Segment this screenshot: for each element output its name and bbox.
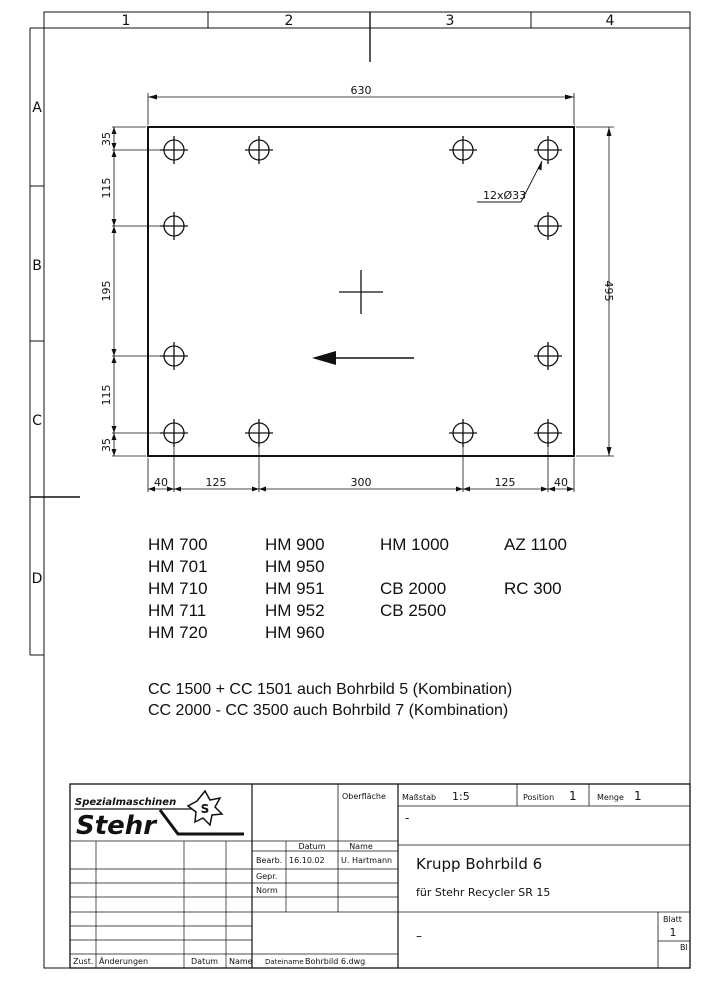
column-label: 4 (605, 13, 615, 29)
company-tagline: Spezialmaschinen (75, 797, 177, 808)
stehr-logo (74, 791, 244, 841)
hole (245, 136, 273, 164)
model-item: RC 300 (504, 579, 562, 598)
aenderungen-label: Änderungen (99, 957, 149, 966)
bearb-name: U. Hartmann (341, 856, 393, 865)
position-label: Position (523, 793, 555, 802)
hole (534, 136, 562, 164)
row-label: D (31, 571, 43, 587)
combination-note: CC 2000 - CC 3500 auch Bohrbild 7 (Kombination) (148, 702, 509, 719)
model-item: HM 900 (265, 535, 325, 554)
bottom-dimension-text: 125 (205, 476, 227, 489)
dateiname-label: Dateiname (265, 958, 304, 966)
oberflaeche-label: Oberfläche (342, 792, 386, 801)
row-labels (32, 100, 43, 587)
bottom-dimension-text: 40 (154, 476, 168, 489)
bl-label: Bl (680, 943, 688, 952)
model-item: HM 950 (265, 557, 325, 576)
column-label: 1 (121, 13, 131, 29)
drawing-subtitle: für Stehr Recycler SR 15 (416, 886, 551, 899)
model-item: HM 951 (265, 579, 325, 598)
drawing-title: Krupp Bohrbild 6 (416, 855, 543, 873)
model-item: HM 720 (148, 623, 208, 642)
hole (449, 136, 477, 164)
name-header: Name (349, 842, 373, 851)
column-label: 2 (284, 13, 294, 29)
model-list-hm1000 (380, 534, 449, 622)
hole-note: 12xØ33 (483, 189, 527, 202)
bottom-dash: – (416, 929, 422, 943)
hole (160, 419, 188, 447)
hole (534, 342, 562, 370)
model-item: HM 960 (265, 623, 325, 642)
model-item: HM 952 (265, 601, 325, 620)
model-list-hm700 (148, 534, 208, 644)
hole (245, 419, 273, 447)
norm-label: Norm (256, 886, 278, 895)
bottom-dimension-text: 125 (494, 476, 516, 489)
bearb-date: 16.10.02 (289, 856, 325, 865)
row-label: C (32, 413, 42, 429)
model-item: HM 711 (148, 601, 207, 620)
row-label: B (32, 258, 42, 274)
height-dimension-text: 495 (602, 280, 615, 302)
left-dimension-text: 195 (100, 280, 113, 302)
row-label: A (32, 100, 42, 116)
model-item: CB 2000 (380, 579, 447, 598)
blatt-value: 1 (669, 926, 677, 939)
left-dimension-text: 115 (100, 384, 113, 406)
hole (534, 212, 562, 240)
hole (160, 342, 188, 370)
menge-label: Menge (597, 793, 624, 802)
combination-note: CC 1500 + CC 1501 auch Bohrbild 5 (Kombination) (148, 681, 513, 698)
blatt-label: Blatt (663, 915, 682, 924)
model-item: HM 710 (148, 579, 208, 598)
massstab-label: Maßstab (402, 793, 437, 802)
hole (534, 419, 562, 447)
left-dimension-text: 115 (100, 177, 113, 199)
dateiname-value: Bohrbild 6.dwg (305, 957, 366, 966)
model-item: HM 701 (148, 557, 208, 576)
menge-value: 1 (634, 789, 642, 803)
model-item: HM 1000 (380, 535, 449, 554)
hole (449, 419, 477, 447)
gepr-label: Gepr. (256, 872, 278, 881)
model-item: CB 2500 (380, 601, 447, 620)
arrow-head (312, 351, 336, 365)
position-value: 1 (569, 789, 577, 803)
bottom-dimension-text: 40 (554, 476, 568, 489)
bearb-label: Bearb. (256, 856, 283, 865)
left-dimension-text: 35 (100, 438, 113, 452)
logo-letter: S (200, 802, 210, 816)
column-label: 3 (445, 13, 455, 29)
datum-header: Datum (298, 842, 326, 851)
model-list-hm900 (265, 534, 325, 644)
width-dimension-text: 630 (350, 84, 372, 97)
left-dimension-text: 35 (100, 132, 113, 146)
hole (160, 212, 188, 240)
model-item: HM 700 (148, 535, 208, 554)
massstab-value: 1:5 (452, 790, 470, 803)
company-name: Stehr (76, 811, 157, 841)
model-item: AZ 1100 (504, 535, 568, 554)
zust-label: Zust. (73, 957, 94, 966)
top-dash: - (405, 811, 410, 825)
footer-datum-label: Datum (191, 957, 219, 966)
bottom-dimension-text: 300 (350, 476, 372, 489)
model-list-az (504, 534, 567, 600)
column-labels (122, 13, 615, 29)
hole (160, 136, 188, 164)
footer-name-label: Name (229, 957, 253, 966)
